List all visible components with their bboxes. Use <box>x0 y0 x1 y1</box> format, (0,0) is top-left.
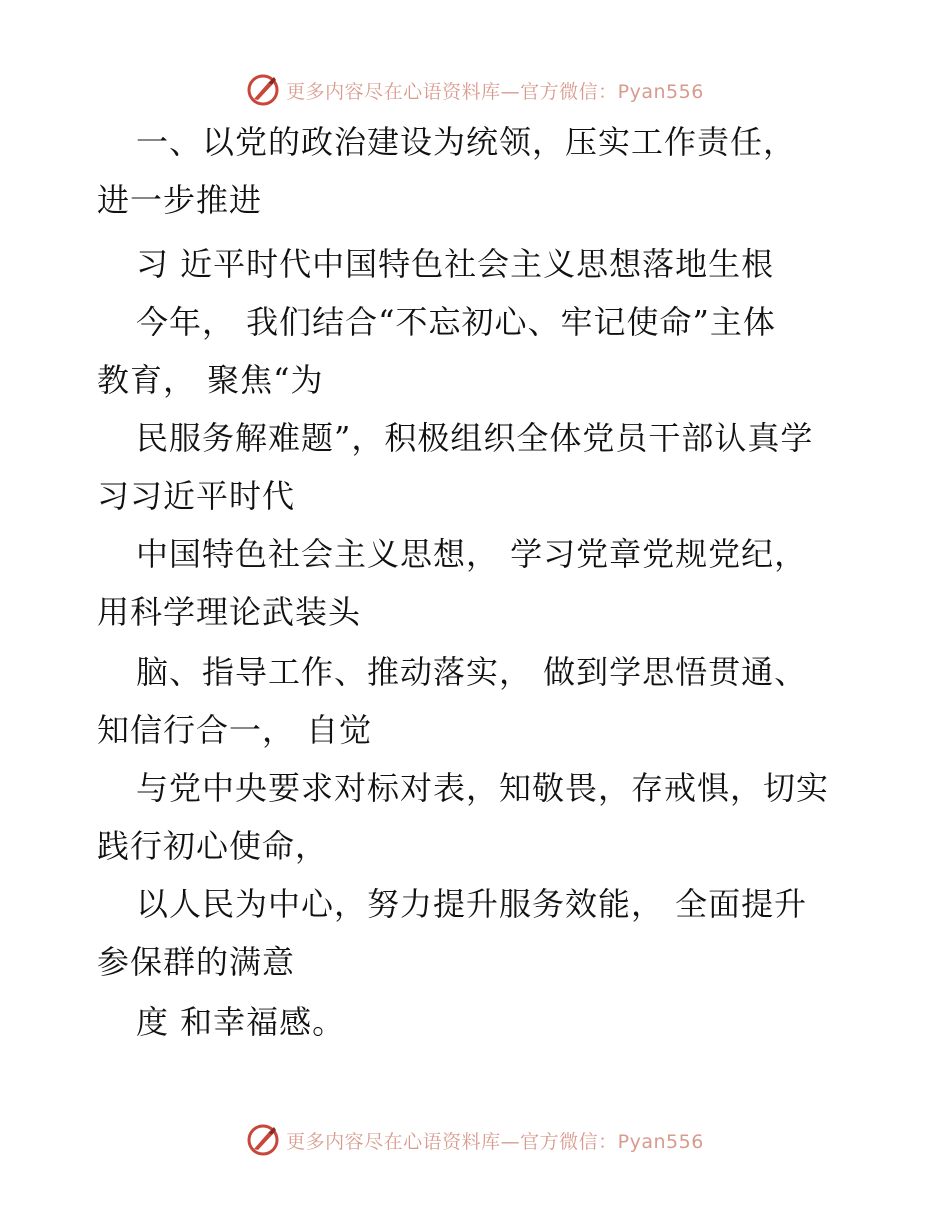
quill-pen-logo-icon <box>246 1123 280 1157</box>
text-line: 知信行合一， 自觉 <box>97 711 373 749</box>
text-line: 践行初心使命， <box>97 827 329 865</box>
text-line: 习习近平时代 <box>97 477 296 515</box>
text-line: 中国特色社会主义思想， 学习党章党规党纪， <box>136 535 808 573</box>
text-line: 民服务解难题”，积极组织全体党员干部认真学 <box>136 419 814 457</box>
text-line: 与党中央要求对标对表，知敬畏，存戒惧，切实 <box>136 769 830 807</box>
watermark-text: 更多内容尽在心语资料库—官方微信：Pyan556 <box>286 1130 704 1153</box>
quill-pen-logo-icon <box>246 73 280 107</box>
footer-watermark <box>0 1120 950 1160</box>
text-line: 一、以党的政治建设为统领，压实工作责任， <box>136 123 797 161</box>
text-line: 进一步推进 <box>97 181 263 219</box>
text-line: 习 近平时代中国特色社会主义思想落地生根 <box>136 245 775 283</box>
text-line: 脑、指导工作、推动落实， 做到学思悟贯通、 <box>136 653 808 691</box>
text-line: 用科学理论武装头 <box>97 593 362 631</box>
text-line: 以人民为中心，努力提升服务效能， 全面提升 <box>136 885 808 923</box>
text-line: 参保群的满意 <box>97 943 296 981</box>
text-line: 度 和幸福感。 <box>136 1003 346 1041</box>
text-line: 教育， 聚焦“为 <box>97 361 324 399</box>
text-line: 今年， 我们结合“不忘初心、牢记使命”主体 <box>136 303 776 341</box>
header-watermark <box>0 70 950 110</box>
watermark-text: 更多内容尽在心语资料库—官方微信：Pyan556 <box>286 80 704 103</box>
